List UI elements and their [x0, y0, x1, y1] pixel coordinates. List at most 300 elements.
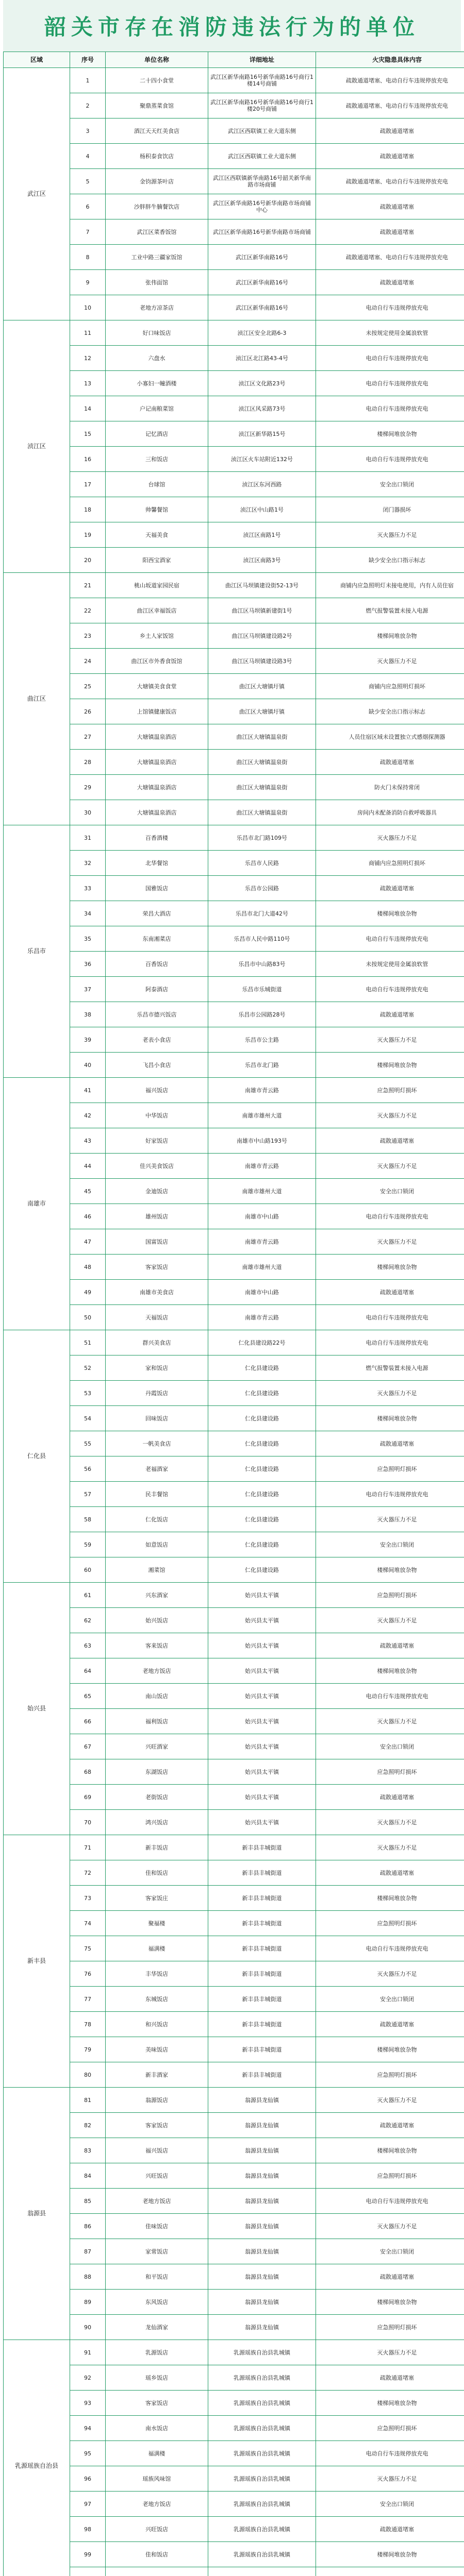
- seq-cell: 90: [70, 2315, 106, 2340]
- address-cell: 新丰县丰城街道: [208, 1987, 316, 2012]
- name-cell: 兴东酒家: [106, 1583, 208, 1608]
- address-cell: 南雄市中山路: [208, 1280, 316, 1305]
- issue-cell: 楼梯间堆放杂物: [316, 1658, 464, 1684]
- table-row: [4, 1128, 464, 1154]
- name-cell: 客家饭店: [106, 2113, 208, 2138]
- name-cell: 乐昌市德兴饭店: [106, 1002, 208, 1027]
- address-cell: 仁化县建设路: [208, 1482, 316, 1507]
- address-cell: 翁源县龙仙镇: [208, 2113, 316, 2138]
- table-row: [4, 2163, 464, 2189]
- name-cell: 民丰餐馆: [106, 1482, 208, 1507]
- address-cell: 曲江区马坝镇新建街1号: [208, 598, 316, 623]
- address-cell: 南雄市青云路: [208, 1305, 316, 1330]
- address-cell: 武江区西联镇工业大道东侧: [208, 144, 316, 169]
- issue-cell: 安全出口锁闭: [316, 1987, 464, 2012]
- name-cell: 老福酒家: [106, 1456, 208, 1482]
- seq-cell: 22: [70, 598, 106, 623]
- table-row: [4, 2315, 464, 2340]
- address-cell: 浈江区东河西路: [208, 472, 316, 497]
- table-row: [4, 1053, 464, 1078]
- seq-cell: 60: [70, 1557, 106, 1583]
- table-row: [4, 2037, 464, 2062]
- name-cell: 仁化饭店: [106, 1507, 208, 1532]
- issue-cell: 疏散通道堵塞: [316, 1128, 464, 1154]
- address-cell: 始兴县太平镇: [208, 1810, 316, 1835]
- issue-cell: 疏散通道堵塞: [316, 270, 464, 295]
- name-cell: 福满楼: [106, 2441, 208, 2466]
- seq-cell: 17: [70, 472, 106, 497]
- address-cell: 乐昌市北门大道42号: [208, 901, 316, 926]
- table-row: [4, 2340, 464, 2365]
- table-row: [4, 144, 464, 169]
- issue-cell: 楼梯间堆放杂物: [316, 1255, 464, 1280]
- issue-cell: 缺少安全出口指示标志: [316, 548, 464, 573]
- table-row: [4, 1406, 464, 1431]
- name-cell: 台球馆: [106, 472, 208, 497]
- seq-cell: 9: [70, 270, 106, 295]
- seq-cell: 33: [70, 876, 106, 901]
- name-cell: 武江区菜香饭馆: [106, 219, 208, 245]
- address-cell: 仁化县建设路: [208, 1355, 316, 1381]
- seq-cell: 25: [70, 674, 106, 699]
- address-cell: 仁化县建设路: [208, 1557, 316, 1583]
- header-issue: 火灾隐患具体内容: [316, 52, 464, 68]
- seq-cell: 16: [70, 447, 106, 472]
- name-cell: 杨积泰食饮店: [106, 144, 208, 169]
- table-row: [4, 1255, 464, 1280]
- name-cell: 老表小食店: [106, 1027, 208, 1053]
- address-cell: 新丰县丰城街道: [208, 1835, 316, 1860]
- issue-cell: 人员住宿区域未设置独立式感烟探测器: [316, 724, 464, 750]
- table-row: [4, 2012, 464, 2037]
- table-row: [4, 623, 464, 649]
- name-cell: 大塘镇温泉酒店: [106, 750, 208, 775]
- name-cell: 丹霞饭店: [106, 1381, 208, 1406]
- table-row: [4, 1482, 464, 1507]
- seq-cell: 70: [70, 1810, 106, 1835]
- address-cell: 翁源县龙仙镇: [208, 2088, 316, 2113]
- table-row: [4, 2239, 464, 2264]
- issue-cell: 安全出口锁闭: [316, 2239, 464, 2264]
- seq-cell: 36: [70, 952, 106, 977]
- address-cell: 乐昌市北门路109号: [208, 825, 316, 851]
- address-cell: 乳源瑶族自治县乳城镇: [208, 2542, 316, 2567]
- name-cell: 天福美食: [106, 522, 208, 548]
- address-cell: 翁源县龙仙镇: [208, 2290, 316, 2315]
- address-cell: 曲江区大塘镇圩镇: [208, 674, 316, 699]
- name-cell: 张伟面馆: [106, 270, 208, 295]
- seq-cell: 4: [70, 144, 106, 169]
- address-cell: 翁源县龙仙镇: [208, 2163, 316, 2189]
- name-cell: 上馆镇健康饭店: [106, 699, 208, 724]
- table-row: [4, 93, 464, 118]
- table-row: [4, 1154, 464, 1179]
- address-cell: 乐昌市公主路: [208, 1027, 316, 1053]
- name-cell: 湘菜馆: [106, 1557, 208, 1583]
- address-cell: 武江区西联镇工业大道东侧: [208, 118, 316, 144]
- table-header-row: [4, 52, 464, 68]
- address-cell: 曲江区大塘镇温泉街: [208, 724, 316, 750]
- issue-cell: 电动自行车违规停放充电: [316, 2441, 464, 2466]
- table-row: [4, 901, 464, 926]
- issue-cell: 灭火器压力不足: [316, 1961, 464, 1987]
- seq-cell: 42: [70, 1103, 106, 1128]
- region-cell: 武江区: [4, 68, 70, 320]
- address-cell: 南雄市中山路: [208, 1204, 316, 1229]
- seq-cell: 96: [70, 2466, 106, 2492]
- table-row: [4, 851, 464, 876]
- address-cell: 翁源县龙仙镇: [208, 2239, 316, 2264]
- name-cell: 福满楼: [106, 1936, 208, 1961]
- issue-cell: 灭火器压力不足: [316, 649, 464, 674]
- issue-cell: 疏散通道堵塞: [316, 219, 464, 245]
- table-row: [4, 926, 464, 952]
- address-cell: 仁化县建设路: [208, 1507, 316, 1532]
- table-row: [4, 1608, 464, 1633]
- address-cell: 南雄市中山路193号: [208, 1128, 316, 1154]
- table-row: [4, 219, 464, 245]
- table-row: [4, 68, 464, 93]
- issue-cell: 疏散通道堵塞: [316, 2517, 464, 2542]
- table-row: [4, 2264, 464, 2290]
- issue-cell: 灭火器压力不足: [316, 1154, 464, 1179]
- address-cell: 翁源县龙仙镇: [208, 2315, 316, 2340]
- issue-cell: 楼梯间堆放杂物: [316, 1557, 464, 1583]
- address-cell: 浈江区新华路15号: [208, 421, 316, 447]
- issue-cell: 楼梯间堆放杂物: [316, 1053, 464, 1078]
- address-cell: 新丰县丰城街道: [208, 2037, 316, 2062]
- name-cell: 大塘镇温泉酒店: [106, 800, 208, 825]
- seq-cell: 88: [70, 2264, 106, 2290]
- issue-cell: 安全出口锁闭: [316, 1532, 464, 1557]
- seq-cell: 81: [70, 2088, 106, 2113]
- seq-cell: 48: [70, 1255, 106, 1280]
- name-cell: 老街饭店: [106, 1785, 208, 1810]
- address-cell: 始兴县太平镇: [208, 1633, 316, 1658]
- seq-cell: 21: [70, 573, 106, 598]
- seq-cell: 51: [70, 1330, 106, 1355]
- seq-cell: 76: [70, 1961, 106, 1987]
- name-cell: 客家饭店: [106, 1255, 208, 1280]
- name-cell: 佳和饭店: [106, 1860, 208, 1886]
- seq-cell: 97: [70, 2492, 106, 2517]
- seq-cell: 45: [70, 1179, 106, 1204]
- address-cell: 武江区新华南路16号新华南路市场商铺: [208, 219, 316, 245]
- name-cell: 南水饭店: [106, 2416, 208, 2441]
- table-row: [4, 1204, 464, 1229]
- seq-cell: 28: [70, 750, 106, 775]
- seq-cell: 53: [70, 1381, 106, 1406]
- issue-cell: 疏散通道堵塞: [316, 1002, 464, 1027]
- address-cell: 曲江区大塘镇温泉街: [208, 800, 316, 825]
- address-cell: 曲江区马坝镇建设街52-13号: [208, 573, 316, 598]
- table-row: [4, 1759, 464, 1785]
- address-cell: 乐昌市北门路: [208, 1053, 316, 1078]
- header-address: 详细地址: [208, 52, 316, 68]
- address-cell: 乳源瑶族自治县乳城镇: [208, 2391, 316, 2416]
- issue-cell: 疏散通道堵塞: [316, 750, 464, 775]
- region-cell: 仁化县: [4, 1330, 70, 1583]
- name-cell: 兴旺饭店: [106, 2163, 208, 2189]
- issue-cell: 应急照明灯损坏: [316, 2062, 464, 2088]
- table-row: [4, 750, 464, 775]
- seq-cell: 73: [70, 1886, 106, 1911]
- seq-cell: 10: [70, 295, 106, 320]
- seq-cell: 44: [70, 1154, 106, 1179]
- issue-cell: 商铺内应急照明灯损坏: [316, 851, 464, 876]
- name-cell: 和兴饭店: [106, 2012, 208, 2037]
- name-cell: 佳兴美食饭店: [106, 1154, 208, 1179]
- name-cell: 记忆酒店: [106, 421, 208, 447]
- seq-cell: 79: [70, 2037, 106, 2062]
- name-cell: 佳味饭店: [106, 2214, 208, 2239]
- name-cell: 家常饭店: [106, 2239, 208, 2264]
- table-row: [4, 2466, 464, 2492]
- name-cell: 丰华饭店: [106, 1961, 208, 1987]
- name-cell: 东湖饭店: [106, 1759, 208, 1785]
- seq-cell: 11: [70, 320, 106, 346]
- name-cell: 和平饭店: [106, 2264, 208, 2290]
- seq-cell: 64: [70, 1658, 106, 1684]
- table-row: [4, 2290, 464, 2315]
- name-cell: 飞昌小食店: [106, 1053, 208, 1078]
- seq-cell: 67: [70, 1734, 106, 1759]
- table-row: [4, 472, 464, 497]
- issue-cell: 电动自行车违规停放充电: [316, 447, 464, 472]
- address-cell: 乐昌市人民路: [208, 851, 316, 876]
- issue-cell: 燃气报警装置未接入电源: [316, 598, 464, 623]
- table-row: [4, 2189, 464, 2214]
- name-cell: 东城饭店: [106, 1987, 208, 2012]
- issue-cell: 灭火器压力不足: [316, 1027, 464, 1053]
- seq-cell: 72: [70, 1860, 106, 1886]
- address-cell: 乳源瑶族自治县乳城镇: [208, 2517, 316, 2542]
- table-row: [4, 497, 464, 522]
- name-cell: 美味饭店: [106, 2037, 208, 2062]
- name-cell: 曲江区市外香食饭馆: [106, 649, 208, 674]
- seq-cell: 71: [70, 1835, 106, 1860]
- address-cell: 浈江区火车站附近132号: [208, 447, 316, 472]
- address-cell: 武江区新华南路16号: [208, 245, 316, 270]
- seq-cell: 99: [70, 2542, 106, 2567]
- violation-table: [3, 52, 464, 2576]
- seq-cell: 50: [70, 1305, 106, 1330]
- seq-cell: 85: [70, 2189, 106, 2214]
- name-cell: 龙仙酒家: [106, 2315, 208, 2340]
- seq-cell: 23: [70, 623, 106, 649]
- address-cell: 始兴县太平镇: [208, 1583, 316, 1608]
- issue-cell: 疏散通道堵塞: [316, 144, 464, 169]
- seq-cell: 6: [70, 194, 106, 219]
- address-cell: 武江区新华南路16号新华南路市场商铺中心: [208, 194, 316, 219]
- seq-cell: 39: [70, 1027, 106, 1053]
- address-cell: 乳源瑶族自治县乳城镇: [208, 2340, 316, 2365]
- issue-cell: 缺少安全出口指示标志: [316, 699, 464, 724]
- table-row: [4, 1431, 464, 1456]
- seq-cell: 91: [70, 2340, 106, 2365]
- table-row: [4, 800, 464, 825]
- name-cell: 曲江区幸福饭店: [106, 598, 208, 623]
- table-row: [4, 1305, 464, 1330]
- address-cell: 浈江区中山路1号: [208, 497, 316, 522]
- issue-cell: 灭火器压力不足: [316, 1608, 464, 1633]
- name-cell: 天福饭店: [106, 1305, 208, 1330]
- issue-cell: 应急照明灯损坏: [316, 2416, 464, 2441]
- seq-cell: [70, 2567, 106, 2576]
- region-cell: 乳源瑶族自治县: [4, 2340, 70, 2576]
- table-row: [4, 2365, 464, 2391]
- address-cell: 浈江区南路1号: [208, 522, 316, 548]
- name-cell: 如意饭店: [106, 1532, 208, 1557]
- table-row: [4, 245, 464, 270]
- seq-cell: 56: [70, 1456, 106, 1482]
- address-cell: 仁化县建设路: [208, 1381, 316, 1406]
- seq-cell: 75: [70, 1936, 106, 1961]
- issue-cell: 房间内未配备消防自救呼吸器具: [316, 800, 464, 825]
- address-cell: 南雄市青云路: [208, 1078, 316, 1103]
- table-row: [4, 674, 464, 699]
- seq-cell: 62: [70, 1608, 106, 1633]
- seq-cell: 52: [70, 1355, 106, 1381]
- name-cell: 新丰酒家: [106, 2062, 208, 2088]
- table-row: [4, 1330, 464, 1355]
- table-row: [4, 724, 464, 750]
- issue-cell: 应急照明灯损坏: [316, 1078, 464, 1103]
- issue-cell: 灭火器压力不足: [316, 522, 464, 548]
- issue-cell: 疏散通道堵塞: [316, 876, 464, 901]
- issue-cell: 商铺内应急照明灯损坏: [316, 674, 464, 699]
- seq-cell: 14: [70, 396, 106, 421]
- seq-cell: 40: [70, 1053, 106, 1078]
- header-region: 区域: [4, 52, 70, 68]
- seq-cell: 83: [70, 2138, 106, 2163]
- table-row: [4, 2138, 464, 2163]
- address-cell: 翁源县龙仙镇: [208, 2189, 316, 2214]
- name-cell: 北华餐馆: [106, 851, 208, 876]
- issue-cell: 楼梯间堆放杂物: [316, 1886, 464, 1911]
- table-row: [4, 1633, 464, 1658]
- seq-cell: 80: [70, 2062, 106, 2088]
- name-cell: 新丰饭店: [106, 1835, 208, 1860]
- issue-cell: 楼梯间堆放杂物: [316, 421, 464, 447]
- table-row: [4, 2113, 464, 2138]
- name-cell: 阳西宝酒家: [106, 548, 208, 573]
- name-cell: 一帆美食店: [106, 1431, 208, 1456]
- issue-cell: 楼梯间堆放杂物: [316, 901, 464, 926]
- name-cell: 三和饭店: [106, 447, 208, 472]
- address-cell: 武江区新华南路16号新华南路16号商行1楼14号商铺: [208, 68, 316, 93]
- table-row: [4, 320, 464, 346]
- address-cell: 武江区新华南路16号: [208, 270, 316, 295]
- region-cell: 乐昌市: [4, 825, 70, 1078]
- issue-cell: 电动自行车违规停放充电: [316, 926, 464, 952]
- address-cell: 曲江区马坝镇建设路2号: [208, 623, 316, 649]
- seq-cell: 26: [70, 699, 106, 724]
- issue-cell: 电动自行车违规停放充电: [316, 1204, 464, 1229]
- issue-cell: 应急照明灯损坏: [316, 1456, 464, 1482]
- address-cell: 浈江区南路3号: [208, 548, 316, 573]
- address-cell: 始兴县太平镇: [208, 1709, 316, 1734]
- table-row: [4, 2391, 464, 2416]
- table-row: [4, 1179, 464, 1204]
- table-row: [4, 825, 464, 851]
- issue-cell: 疏散通道堵塞: [316, 2264, 464, 2290]
- seq-cell: 87: [70, 2239, 106, 2264]
- name-cell: 客家饭庄: [106, 1886, 208, 1911]
- seq-cell: 59: [70, 1532, 106, 1557]
- name-cell: 阿泰酒店: [106, 977, 208, 1002]
- address-cell: 乳源瑶族自治县乳城镇: [208, 2365, 316, 2391]
- issue-cell: 楼梯间堆放杂物: [316, 2138, 464, 2163]
- seq-cell: 54: [70, 1406, 106, 1431]
- seq-cell: 58: [70, 1507, 106, 1532]
- name-cell: 聚鼎蒸菜食馆: [106, 93, 208, 118]
- issue-cell: 灭火器压力不足: [316, 2340, 464, 2365]
- issue-cell: 疏散通道堵塞: [316, 194, 464, 219]
- address-cell: 仁化县建设路22号: [208, 1330, 316, 1355]
- table-row: [4, 1810, 464, 1835]
- issue-cell: 灭火器压力不足: [316, 1810, 464, 1835]
- table-row: [4, 775, 464, 800]
- address-cell: 武江区西联镇新华南路16号韶关新华南路市场商铺: [208, 169, 316, 194]
- address-cell: 曲江区马坝镇建设路3号: [208, 649, 316, 674]
- name-cell: 客家饭店: [106, 2391, 208, 2416]
- address-cell: 乳源瑶族自治县乳城镇: [208, 2466, 316, 2492]
- table-row: [4, 876, 464, 901]
- table-row: [4, 2441, 464, 2466]
- issue-cell: 电动自行车违规停放充电: [316, 1482, 464, 1507]
- issue-cell: 灭火器压力不足: [316, 1709, 464, 1734]
- seq-cell: 63: [70, 1633, 106, 1658]
- issue-cell: 闭门器损坏: [316, 497, 464, 522]
- issue-cell: 安全出口锁闭: [316, 1179, 464, 1204]
- address-cell: 新丰县丰城街道: [208, 1886, 316, 1911]
- name-cell: 福利饭店: [106, 1709, 208, 1734]
- seq-cell: 30: [70, 800, 106, 825]
- header-seq: 序号: [70, 52, 106, 68]
- issue-cell: 电动自行车违规停放充电: [316, 1684, 464, 1709]
- seq-cell: 77: [70, 1987, 106, 2012]
- table-row: [4, 522, 464, 548]
- name-cell: 桃山坂道家园民宿: [106, 573, 208, 598]
- name-cell: 乳源饭店: [106, 2340, 208, 2365]
- issue-cell: 灭火器压力不足: [316, 1507, 464, 1532]
- seq-cell: 27: [70, 724, 106, 750]
- table-row: [4, 2214, 464, 2239]
- issue-cell: 疏散通道堵塞: [316, 2365, 464, 2391]
- address-cell: 乐昌市公园路: [208, 876, 316, 901]
- issue-cell: 灭火器压力不足: [316, 1229, 464, 1255]
- table-row: [4, 1835, 464, 1860]
- name-cell: 兴旺酒家: [106, 1734, 208, 1759]
- seq-cell: 2: [70, 93, 106, 118]
- name-cell: 金钧源茶叶店: [106, 169, 208, 194]
- issue-cell: 未按规定使用金属浪软管: [316, 952, 464, 977]
- issue-cell: 疏散通道堵塞: [316, 1633, 464, 1658]
- issue-cell: 疏散通道堵塞: [316, 1860, 464, 1886]
- address-cell: 曲江区大塘镇圩镇: [208, 699, 316, 724]
- address-cell: 翁源县龙仙镇: [208, 2214, 316, 2239]
- address-cell: 浈江区风采路73号: [208, 396, 316, 421]
- name-cell: 瑶乡饭店: [106, 2365, 208, 2391]
- name-cell: 鸿兴饭店: [106, 1810, 208, 1835]
- address-cell: 南雄市雄州大道: [208, 1255, 316, 1280]
- region-cell: 翁源县: [4, 2088, 70, 2340]
- table-row: [4, 118, 464, 144]
- table-row: [4, 447, 464, 472]
- name-cell: 佳和饭店: [106, 2542, 208, 2567]
- table-row: [4, 1002, 464, 1027]
